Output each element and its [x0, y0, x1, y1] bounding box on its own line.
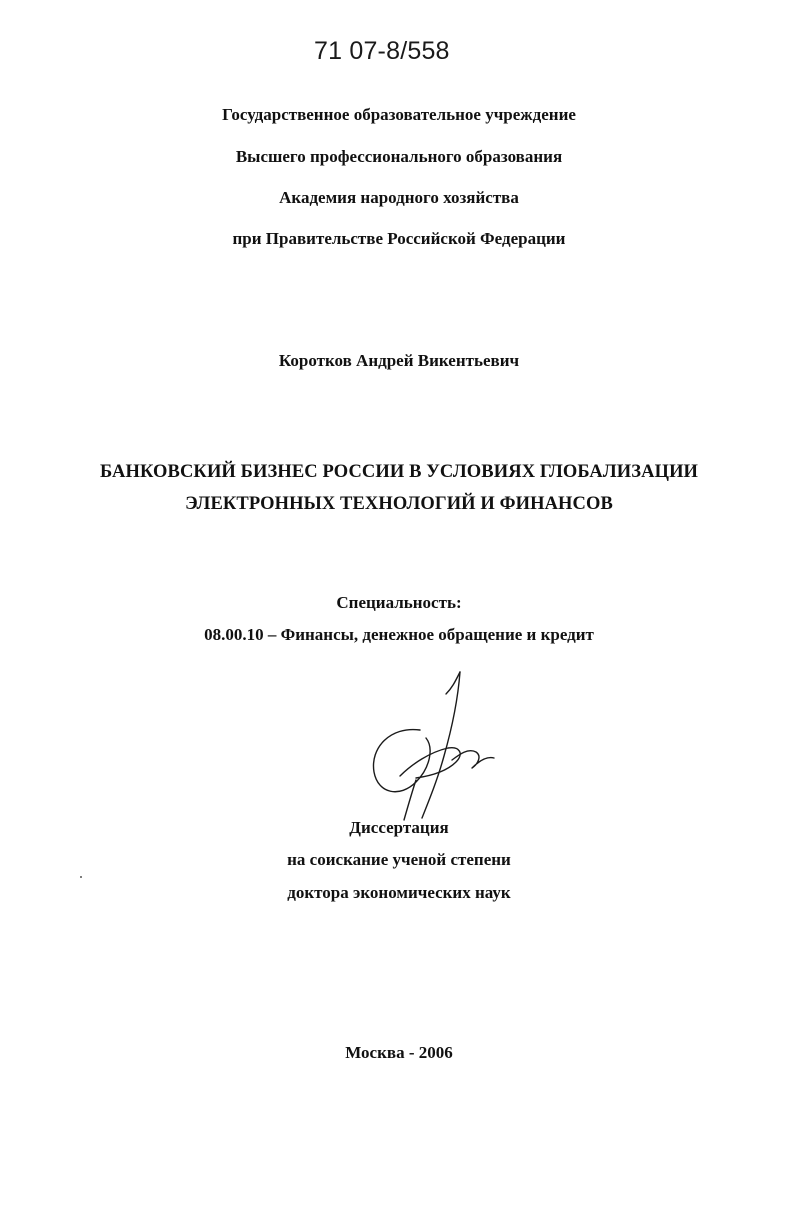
- author-name: Коротков Андрей Викентьевич: [278, 351, 520, 370]
- degree-line-2: на соискание ученой степени: [287, 850, 511, 869]
- city-year: Москва - 2006: [345, 1043, 453, 1062]
- institution-line-3: Академия народного хозяйства: [279, 188, 519, 207]
- thesis-title-line-2: ЭЛЕКТРОННЫХ ТЕХНОЛОГИЙ И ФИНАНСОВ: [185, 494, 613, 514]
- institution-line-1: Государственное образовательное учреждение: [222, 105, 576, 124]
- degree-line-3: доктора экономических наук: [287, 883, 511, 902]
- thesis-title-line-1: БАНКОВСКИЙ БИЗНЕС РОССИИ В УСЛОВИЯХ ГЛОБАЛИЗАЦИИ: [99, 462, 699, 482]
- specialty-value: 08.00.10 – Финансы, денежное обращение и кредит: [204, 625, 594, 644]
- institution-line-2: Высшего профессионального образования: [235, 147, 563, 166]
- degree-line-1: Диссертация: [349, 818, 449, 837]
- specialty-label: Специальность:: [336, 593, 462, 612]
- handwritten-signature: [360, 668, 500, 828]
- scan-speck: [80, 876, 82, 878]
- archive-code-stamp: 71 07-8/558: [314, 37, 450, 65]
- institution-line-4: при Правительстве Российской Федерации: [232, 229, 566, 248]
